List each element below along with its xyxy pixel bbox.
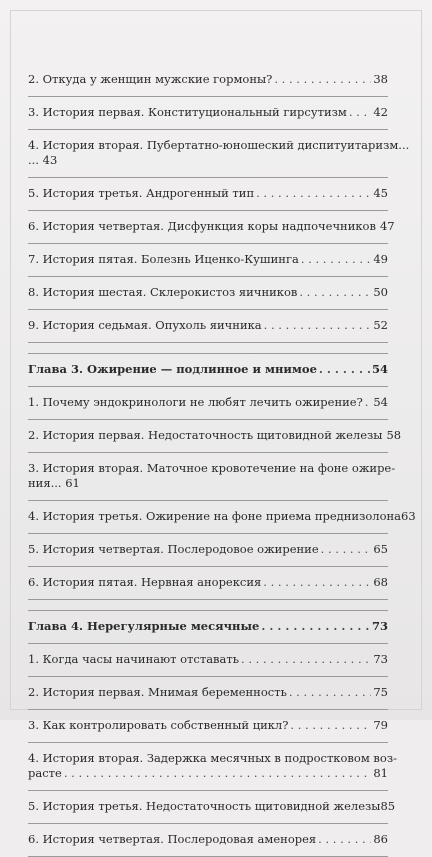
toc-item-page: 73 bbox=[373, 652, 388, 666]
toc-item-title: 7. История пятая. Болезнь Иценко-Кушинга bbox=[28, 252, 299, 266]
toc-item bbox=[28, 824, 388, 857]
toc-item-page: 85 bbox=[380, 799, 396, 813]
toc-item-page: 52 bbox=[373, 318, 388, 332]
toc-leader-dots bbox=[274, 72, 371, 87]
toc-item-page: 49 bbox=[373, 252, 388, 266]
toc-item bbox=[28, 791, 396, 824]
toc-item bbox=[28, 710, 388, 743]
toc-item-continuation: расте bbox=[28, 766, 62, 780]
toc-item-page: 54 bbox=[371, 362, 388, 376]
toc-item-page: 45 bbox=[373, 186, 388, 200]
section-gap bbox=[28, 343, 388, 354]
toc-item bbox=[28, 743, 397, 791]
toc-item-title: 6. История четвертая. Дисфункция коры надпочечников bbox=[28, 219, 376, 233]
toc-leader-dots bbox=[256, 186, 371, 201]
toc-leader-dots bbox=[321, 542, 372, 557]
toc-item bbox=[28, 677, 388, 710]
toc-item-page: 54 bbox=[373, 395, 388, 409]
toc-item-title: 4. История третья. Ожирение на фоне приема преднизолона bbox=[28, 509, 402, 523]
toc-leader-dots bbox=[349, 105, 372, 120]
toc-item-title: 6. История четвертая. Послеродовая аменорея bbox=[28, 832, 317, 846]
toc-item-title: 2. История первая. Недостаточность щитовидной железы bbox=[28, 428, 383, 442]
toc-item-title: 2. История первая. Мнимая беременность bbox=[28, 685, 287, 699]
toc-item-title: 8. История шестая. Склерокистоз яичников bbox=[28, 285, 298, 299]
toc-leader-dots bbox=[318, 832, 371, 847]
toc-item-title: 5. История четвертая. Послеродовое ожирение bbox=[28, 542, 319, 556]
toc-item-page: 47 bbox=[379, 219, 395, 233]
toc-item-page: 38 bbox=[373, 72, 388, 86]
table-of-contents bbox=[28, 64, 416, 857]
toc-item bbox=[28, 567, 388, 600]
toc-item-continuation: ния... 61 bbox=[28, 476, 80, 490]
toc-item bbox=[28, 453, 396, 501]
toc-item-page: 81 bbox=[373, 766, 388, 780]
toc-item bbox=[28, 178, 388, 211]
toc-item-title: 5. История третья. Недостаточность щитовидной железы bbox=[28, 799, 381, 813]
toc-chapter-title: Глава 4. Нерегулярные месячные bbox=[28, 619, 260, 633]
toc-item bbox=[28, 130, 410, 178]
toc-leader-dots bbox=[365, 395, 372, 410]
toc-item-page: 65 bbox=[373, 542, 388, 556]
toc-item bbox=[28, 501, 416, 534]
toc-item-title: 9. История седьмая. Опухоль яичника bbox=[28, 318, 262, 332]
toc-item-page: 79 bbox=[373, 718, 388, 732]
toc-item-title: 2. Откуда у женщин мужские гормоны? bbox=[28, 72, 273, 86]
toc-leader-dots bbox=[301, 252, 372, 267]
toc-item bbox=[28, 64, 388, 97]
toc-item-title: 3. Как контролировать собственный цикл? bbox=[28, 718, 289, 732]
toc-item bbox=[28, 97, 388, 130]
toc-item-page: 58 bbox=[386, 428, 402, 442]
toc-leader-dots bbox=[319, 362, 370, 377]
toc-leader-dots bbox=[264, 318, 372, 333]
toc-item-page: 86 bbox=[373, 832, 388, 846]
section-gap bbox=[28, 600, 388, 611]
toc-item-title: 1. Когда часы начинают отставать bbox=[28, 652, 240, 666]
toc-leader-dots bbox=[299, 285, 371, 300]
toc-chapter-title: Глава 3. Ожирение — подлинное и мнимое bbox=[28, 362, 317, 376]
toc-item-page: 73 bbox=[371, 619, 388, 633]
toc-item bbox=[28, 244, 388, 277]
toc-item-title: 4. История вторая. Пубертатно-юношеский диспитуитаризм... bbox=[28, 138, 410, 152]
toc-item-title: 6. История пятая. Нервная анорексия bbox=[28, 575, 262, 589]
toc-item-page: 63 bbox=[401, 509, 416, 523]
toc-leader-dots bbox=[289, 685, 372, 700]
toc-item bbox=[28, 534, 388, 567]
toc-leader-dots bbox=[290, 718, 371, 733]
toc-item bbox=[28, 211, 395, 244]
toc-chapter-heading bbox=[28, 611, 388, 644]
toc-chapter-heading bbox=[28, 354, 388, 387]
toc-leader-dots bbox=[241, 652, 371, 667]
toc-item-page: 42 bbox=[373, 105, 388, 119]
toc-leader-dots bbox=[261, 619, 370, 634]
toc-leader-dots bbox=[64, 766, 372, 781]
toc-item bbox=[28, 387, 388, 420]
toc-item-page: 50 bbox=[373, 285, 388, 299]
toc-item bbox=[28, 644, 388, 677]
toc-item bbox=[28, 277, 388, 310]
toc-item-title: 4. История вторая. Задержка месячных в подростковом воз- bbox=[28, 751, 397, 765]
toc-item-page: 68 bbox=[373, 575, 388, 589]
toc-leader-dots bbox=[263, 575, 371, 590]
toc-item-continuation: ... 43 bbox=[28, 153, 58, 167]
toc-item-title: 3. История первая. Конституциональный гирсутизм bbox=[28, 105, 347, 119]
toc-item bbox=[28, 420, 402, 453]
toc-item-title: 3. История вторая. Маточное кровотечение на фоне ожире- bbox=[28, 461, 396, 475]
toc-item-page: 75 bbox=[373, 685, 388, 699]
toc-item-title: 1. Почему эндокринологи не любят лечить ожирение? bbox=[28, 395, 363, 409]
toc-item bbox=[28, 310, 388, 343]
toc-item-title: 5. История третья. Андрогенный тип bbox=[28, 186, 255, 200]
